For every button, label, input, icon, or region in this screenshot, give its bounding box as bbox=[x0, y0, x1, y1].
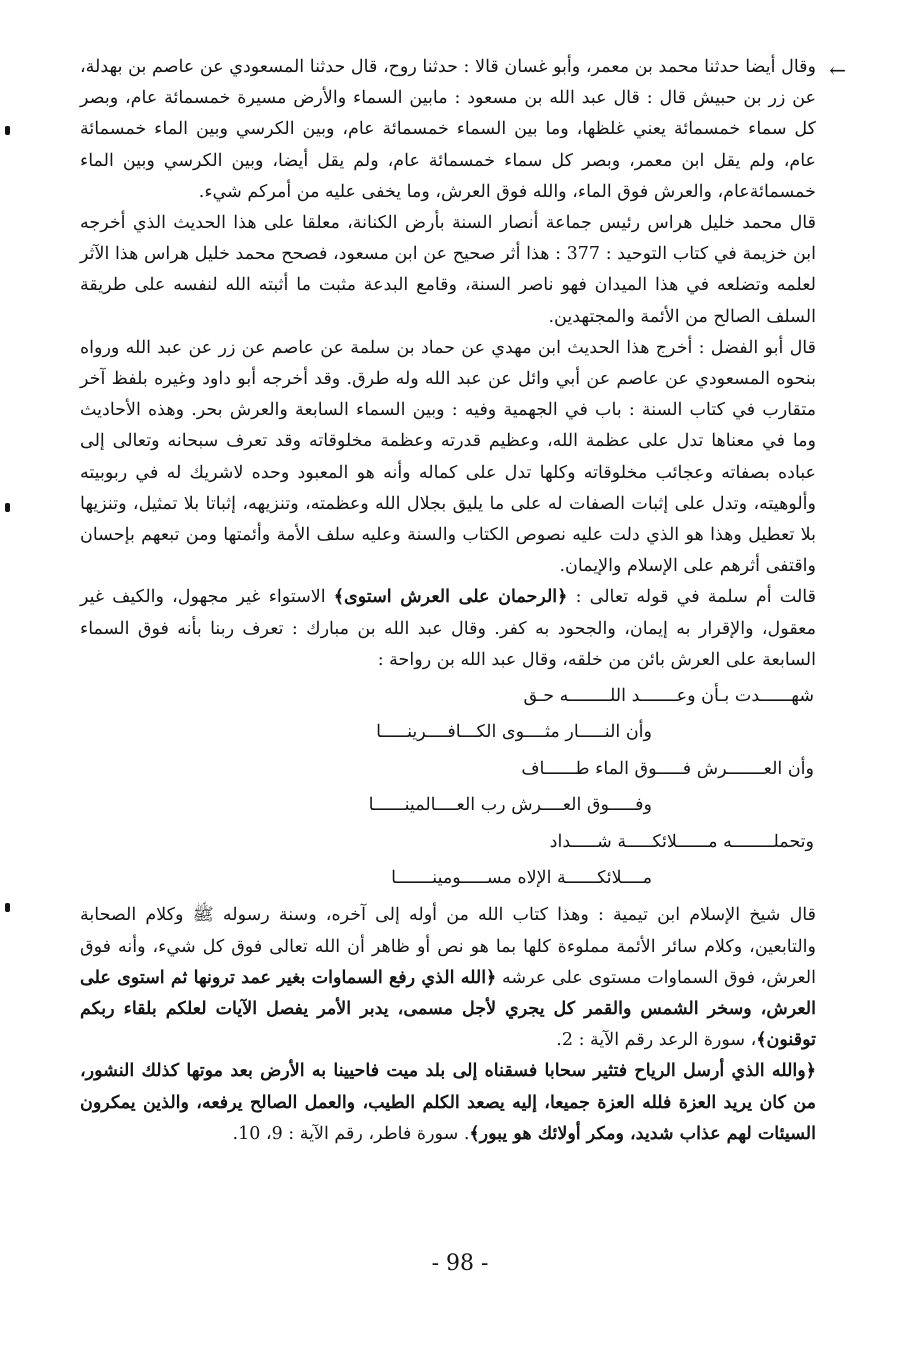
quran-verse-istiwa: ﴿الرحمان على العرش استوى﴾ bbox=[333, 587, 568, 608]
quran-verse-raad: ﴿الله الذي رفع السماوات بغير عمد ترونها ثم استوى على العرش، وسخر الشمس والقمر كل يجري لأجل مسمى، يدبر الأمر يفصل الآيات لعلكم بلقاء ربكم توقنون﴾ bbox=[80, 967, 816, 1051]
margin-dot-mark bbox=[5, 503, 10, 512]
paragraph-hadith-ibn-masud: وقال أيضا حدثنا محمد بن معمر، وأبو غسان قالا : حدثنا روح، قال حدثنا المسعودي عن عاصم بن بهدلة، عن زر بن حبيش قال : قال عبد الله بن مسعود : مابين السماء والأرض مسيرة خمسمائة عام، وبصر كل سماء خمسمائة يعني غلظها، وما بين السماء خمسمائة عام، وبين الكرسي وبين الماء خمسمائة عام، ولم يقل ابن معمر، وبصر كل سماء خمسمائة عام، ولم يقل أيضا، وبين الكرسي وبين الماء خمسمائةعام، والعرش فوق الماء، والله فوق العرش، وما يخفى عليه من أمركم شيء. bbox=[80, 57, 816, 202]
poem-hemistich: وأن النـــــار مثــــوى الكـــافــــرينـــــا bbox=[376, 722, 652, 743]
margin-dot-mark bbox=[5, 903, 10, 912]
poem-hemistich: وأن العـــــــرش فـــــوق الماء طــــــاف bbox=[521, 758, 814, 779]
umm-salama-intro: قالت أم سلمة في قوله تعالى : bbox=[567, 587, 816, 608]
umm-salama-continuation: الاستواء غير مجهول، والكيف غير معقول، والإقرار به إيمان، والجحود به كفر. وقال عبد الله بن مبارك : تعرف ربنا بأنه فوق السماء السابعة على العرش بائن من خلقه، وقال عبد الله بن رواحة : bbox=[80, 587, 816, 670]
paragraph-fatir-verse bbox=[80, 1056, 816, 1150]
poem-hemistich: مــــلائكــــــة الإلاه مســـــومينـــــــا bbox=[391, 868, 652, 889]
paragraph-ibn-taymiyya bbox=[80, 900, 816, 1056]
poem-ibn-rawaha bbox=[80, 678, 816, 896]
paragraph-harras-comment: قال محمد خليل هراس رئيس جماعة أنصار السنة بأرض الكنانة، معلقا على هذا الحديث الذي أخرجه ابن خزيمة في كتاب التوحيد : 377 : هذا أثر صحيح عن ابن مسعود، فصحح محمد خليل هراس هذا الآثر لعلمه وتضلعه في هذا الميدان فهو ناصر السنة، وقامع البدعة مثبت ما أثبته الله لنفسه على طريقة السلف الصالح من الأئمة والمجتهدين. bbox=[80, 213, 817, 327]
page-body bbox=[80, 52, 816, 1150]
quran-verse-fatir: ﴿والله الذي أرسل الرياح فتثير سحابا فسقناه إلى بلد ميت فاحيينا به الأرض بعد موتها كذلك النشور، من كان يريد العزة فلله العزة جميعا، إليه يصعد الكلم الطيب، والعمل الصالح يرفعه، والذين يمكرون السيئات لهم عذاب شديد، ومكر أولائك هو يبور﴾ bbox=[80, 1061, 816, 1144]
raad-citation: ، سورة الرعد رقم الآية : 2. bbox=[556, 1030, 757, 1051]
margin-dot-mark bbox=[5, 126, 10, 135]
paragraph-umm-salama bbox=[80, 582, 816, 676]
poem-hemistich: شهــــــدت بـأن وعـــــــد اللــــــــه حـق bbox=[523, 686, 814, 707]
poem-hemistich: وتحملــــــــه مــــــلائكـــــة شـــــداد bbox=[549, 831, 814, 852]
ibn-taymiyya-intro: قال شيخ الإسلام ابن تيمية : وهذا كتاب الله من أوله إلى آخره، وسنة رسوله ﷺ وكلام الصحابة والتابعين، وكلام سائر الأئمة مملوءة كلها بما هو نص أو ظاهر أن الله تعالى فوق كل شيء، وأنه فوق العرش، فوق السماوات مستوى على عرشه bbox=[80, 905, 816, 988]
margin-arrow-mark: ← bbox=[829, 58, 846, 82]
page-number: - 98 - bbox=[431, 1251, 489, 1276]
paragraph-abu-fadl: قال أبو الفضل : أخرج هذا الحديث ابن مهدي عن حماد بن سلمة عن عاصم عن زر عن عبد الله ورواه بنحوه المسعودي عن عاصم عن أبي وائل عن عبد الله وله طرق. وقد أخرجه أبو داود وغيره بلفظ آخر متقارب في كتاب السنة : باب في الجهمية وفيه : وبين السماء السابعة والعرش بحر. وهذه الأحاديث وما في معناها تدل على عظمة الله، وعظيم قدرته وعظمة مخلوقاته وقد تعرف سبحانه وتعالى إلى عباده بصفاته وعجائب مخلوقاته وكلها تدل على كماله وأنه هو المعبود وحده لاشريك له في ربوبيته وألوهيته، وتدل على إثبات الصفات له على ما يليق بجلال الله وعظمته، وتنزيهه، إثباتا بلا تمثيل، وتنزيها بلا تعطيل وهذا هو الذي دلت عليه نصوص الكتاب والسنة وعليه سلف الأمة وأئمتها ومن تبعهم بإحسان واقتفى أثرهم على الإسلام والإيمان. bbox=[80, 337, 816, 577]
poem-hemistich: وفـــــوق العــــرش رب العــــالمينــــــا bbox=[368, 795, 652, 816]
fatir-citation: . سورة فاطر، رقم الآية : 9، 10. bbox=[232, 1123, 470, 1144]
